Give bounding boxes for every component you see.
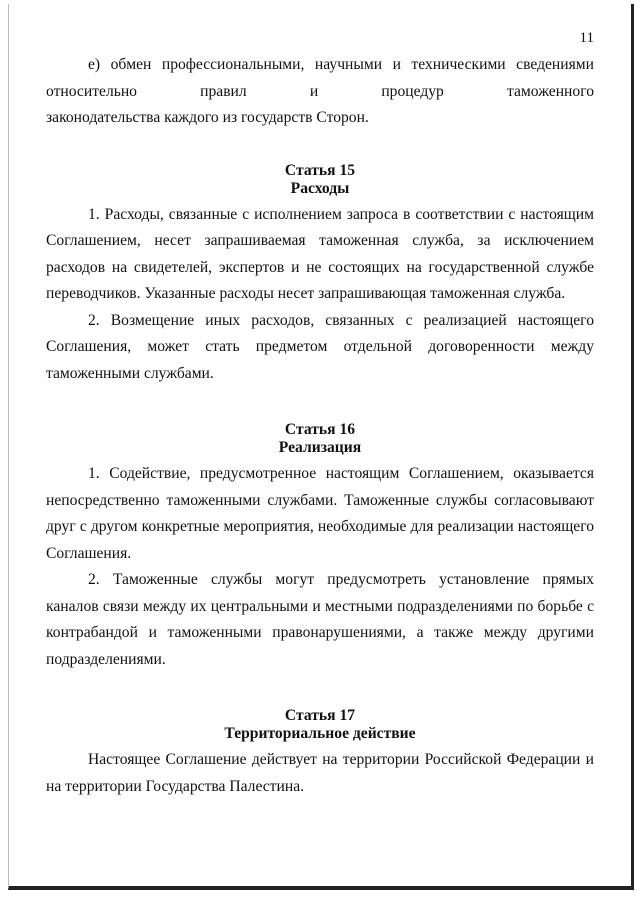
article-number: Статья 16 — [284, 421, 356, 438]
article-paragraph: 1. Расходы, связанные с исполнением запроса в соответствии с настоящим Соглашением, несет запрашиваемая таможенная служба, за исключением расходов на свидетелей, экспертов и не состоящих на государственной службе переводчиков. Указанные расходы несет запрашивающая таможенная служба. — [46, 205, 594, 302]
article-paragraph: 2. Возмещение иных расходов, связанных с реализацией настоящего Соглашения, может стать предметом отдельной договоренности между таможенными службами. — [46, 311, 594, 382]
article-paragraph: 2. Таможенные службы могут предусмотреть установление прямых каналов связи между их центральными и местными подразделениями по борьбе с контрабандой и таможенными правонарушениями, а также между другими подразделениями. — [46, 571, 594, 668]
intro-paragraph-end: законодательства каждого из государств Сторон. — [46, 109, 369, 126]
article-title: Территориальное действие — [224, 725, 416, 742]
article-title: Реализация — [278, 439, 362, 456]
article-17-heading — [46, 707, 594, 743]
intro-paragraph: е) обмен профессиональными, научными и техническими сведениями относительно правил и процедур таможенного — [46, 56, 594, 100]
article-paragraph: Настоящее Соглашение действует на территории Российской Федерации и на территории Государства Палестина. — [46, 751, 594, 795]
page-number: 11 — [579, 30, 594, 46]
article-15-heading — [46, 162, 594, 198]
article-title: Расходы — [290, 179, 350, 197]
article-16-heading — [46, 421, 594, 457]
article-number: Статья 15 — [284, 161, 356, 179]
article-number: Статья 17 — [284, 707, 356, 724]
article-paragraph: 1. Содействие, предусмотренное настоящим Соглашением, оказывается непосредственно таможенными службами. Таможенные службы согласовывают друг с другом конкретные мероприятия, необходимые для реализации настоящего Соглашения. — [46, 465, 594, 562]
document-body — [46, 52, 594, 800]
